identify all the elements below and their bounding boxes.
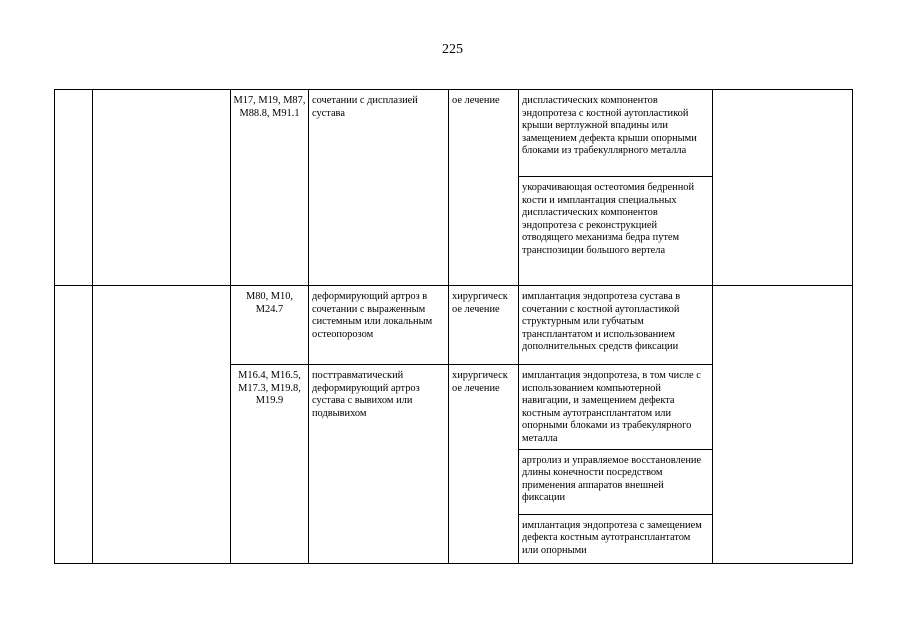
cell-number	[55, 286, 93, 564]
cell-codes: M16.4, M16.5, M17.3, M19.8, M19.9	[231, 365, 309, 564]
cell-codes: M80, M10, M24.7	[231, 286, 309, 365]
cell-number	[55, 90, 93, 286]
cell-method: диспластических компонентов эндопротеза с костной аутопластикой крыши вертлужной впадины или замещением дефекта крыши опорными блоками из трабекуллярного металла	[519, 90, 713, 177]
table-row	[55, 286, 853, 365]
cell-norm	[713, 286, 853, 564]
cell-norm	[713, 90, 853, 286]
cell-method: укорачивающая остеотомия бедренной кости и имплантация специальных диспластических компонентов эндопротеза с реконструкцией отводящего механизма бедра путем транспозиции большого вертела	[519, 177, 713, 286]
cell-method: артролиз и управляемое восстановление длины конечности посредством применения аппаратов внешней фиксации	[519, 449, 713, 514]
page-number: 225	[442, 42, 463, 57]
cell-disease: сочетании с дисплазией сустава	[309, 90, 449, 286]
cell-disease: посттравматический деформирующий артроз сустава с вывихом или подвывихом	[309, 365, 449, 564]
cell-method: имплантация эндопротеза сустава в сочетании с костной аутопластикой структурным или губчатым трансплантатом и использованием дополнительных средств фиксации	[519, 286, 713, 365]
cell-group-name	[93, 90, 231, 286]
table-row	[55, 90, 853, 177]
cell-method: имплантация эндопротеза, в том числе с использованием компьютерной навигации, и замещением дефекта костным аутотрансплантатом или опорными блоками из трабекулярного металла	[519, 365, 713, 450]
cell-method: имплантация эндопротеза с замещением дефекта костным аутотрансплантатом или опорными	[519, 514, 713, 563]
cell-treatment: ое лечение	[449, 90, 519, 286]
cell-group-name	[93, 286, 231, 564]
cell-disease: деформирующий артроз в сочетании с выраженным системным или локальным остеопорозом	[309, 286, 449, 365]
cell-treatment: хирургическ ое лечение	[449, 286, 519, 365]
cell-treatment: хирургическ ое лечение	[449, 365, 519, 564]
cell-codes: M17, M19, M87, M88.8, M91.1	[231, 90, 309, 286]
procedure-table	[54, 89, 853, 564]
